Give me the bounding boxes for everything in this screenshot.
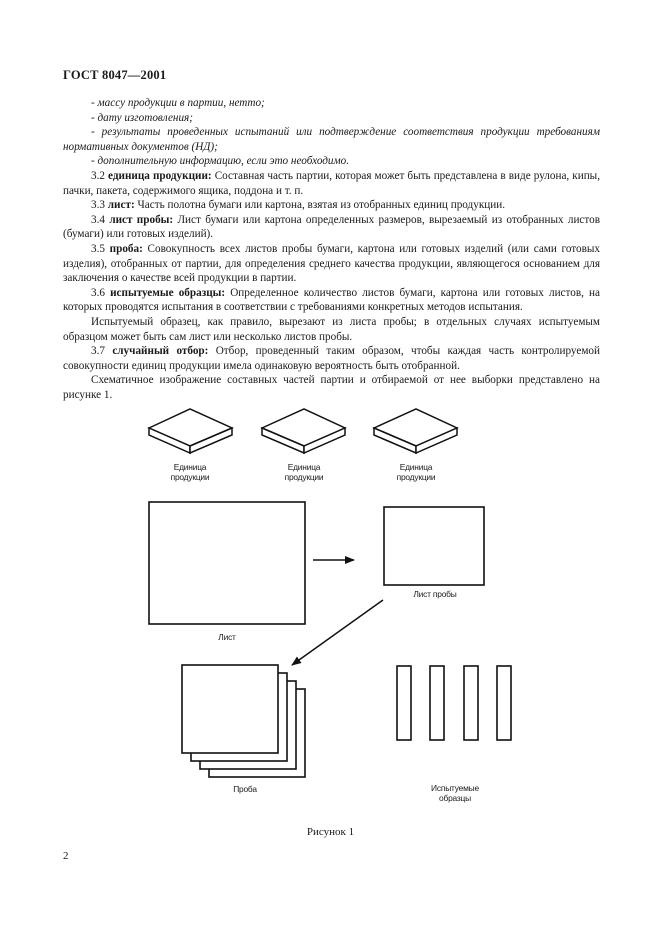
figure-intro-paragraph: Схематичное изображение составных частей партии и отбираемой от нее выборки представлено на рисунке 1. xyxy=(63,374,600,401)
sample-stack xyxy=(182,665,305,777)
definition-term: лист: xyxy=(107,199,135,212)
clause-number: 3.7 xyxy=(91,345,105,358)
sample-label: Проба xyxy=(233,784,257,794)
definition-text: Часть полотна бумаги или картона, взятая из отобранных единиц продукции. xyxy=(134,199,506,212)
list-item: - результаты проведенных испытаний или подтверждение соответствия продукции требованиям нормативных документов (НД); xyxy=(63,126,600,153)
definition-text: Составная часть партии, которая может быть представлена в виде рулона, кипы, пачки, пакета, содержимого ящика, поддона и т. п. xyxy=(63,169,600,197)
paragraph-test-specimen: Испытуемый образец, как правило, вырезают из листа пробы; в отдельных случаях испытуемым образцом может быть сам лист или несколько листов пробы. xyxy=(63,315,600,343)
list-item: - массу продукции в партии, нетто; xyxy=(91,97,265,109)
production-unit-label-1: Единица продукции xyxy=(170,462,210,482)
figure-caption: Рисунок 1 xyxy=(306,826,355,838)
list-item: - дату изготовления; xyxy=(91,111,193,124)
definition-term: единица продукции: xyxy=(108,169,212,182)
sample-sheet-label: Лист пробы xyxy=(413,589,457,599)
sheet-rectangle xyxy=(149,502,305,624)
definition-text: Лист бумаги или картона определенных размеров, вырезаемый из отобранных листов (бумаги) или готовых изделий). xyxy=(63,213,601,241)
production-unit-label-2: Единица продукции xyxy=(284,462,324,482)
production-unit-label-3: Единица продукции xyxy=(396,462,436,482)
production-unit-box-1 xyxy=(149,409,232,453)
definition-text: Отбор, проведенный таким образом, чтобы каждая часть контролируемой совокупности единиц продукции имела одинаковую вероятность быть отобранной. xyxy=(63,345,601,372)
body-text xyxy=(63,96,600,402)
sample-sheet-rectangle xyxy=(384,507,484,585)
definition-term: испытуемые образцы: xyxy=(110,286,226,299)
definition-3-2 xyxy=(63,169,600,198)
definition-3-7 xyxy=(63,344,600,373)
document-header: ГОСТ 8047—2001 xyxy=(63,68,167,82)
clause-number: 3.4 xyxy=(91,213,105,226)
definition-text: Определенное количество листов бумаги, картона или готовых листов, на которых проводятся испытания в соответствии с требованиями конкретных методов испытания. xyxy=(63,286,600,314)
definition-3-5 xyxy=(63,242,600,286)
page-number: 2 xyxy=(63,850,69,862)
clause-number: 3.6 xyxy=(91,286,105,299)
definition-3-4 xyxy=(63,213,600,242)
test-specimens-label: Испытуемые образцы xyxy=(431,783,479,803)
clause-number: 3.2 xyxy=(91,169,105,182)
clause-number: 3.3 xyxy=(91,199,105,212)
test-specimen-strips xyxy=(397,666,511,740)
production-unit-box-3 xyxy=(374,409,457,453)
sheet-label: Лист xyxy=(218,632,236,642)
production-unit-box-2 xyxy=(262,409,345,453)
definition-3-3 xyxy=(63,198,600,213)
definition-term: лист пробы: xyxy=(109,213,174,226)
list-item: - дополнительную информацию, если это необходимо. xyxy=(91,155,350,168)
definition-term: проба: xyxy=(109,242,143,255)
arrow-sample-sheet-to-sample xyxy=(292,600,383,665)
clause-number: 3.5 xyxy=(91,242,105,255)
definition-text: Совокупность всех листов пробы бумаги, картона или готовых изделий (или сами готовых изделия), отобранных от партии, для определения среднего качества продукции, являющегося основанием для заключения о качестве всей продукции в партии. xyxy=(63,242,600,285)
definition-3-6 xyxy=(63,286,600,315)
definition-term: случайный отбор: xyxy=(112,345,209,358)
